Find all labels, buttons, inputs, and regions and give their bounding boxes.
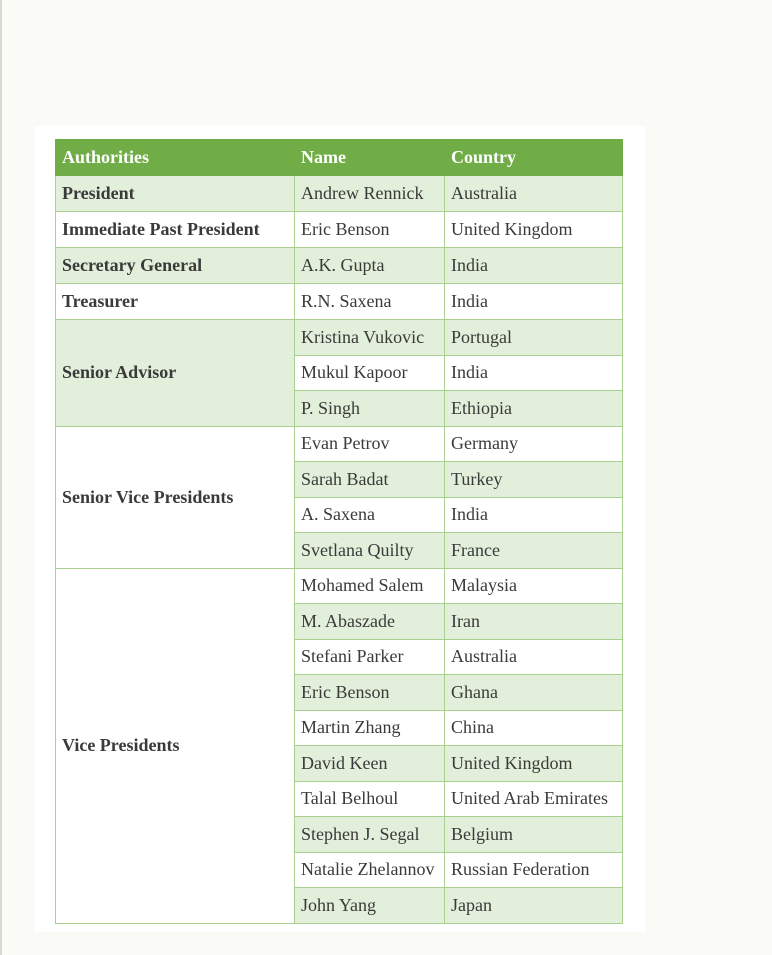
country-cell: Russian Federation xyxy=(445,852,623,888)
name-cell: Svetlana Quilty xyxy=(295,533,445,569)
name-cell: John Yang xyxy=(295,888,445,924)
country-cell: Australia xyxy=(445,639,623,675)
name-cell: Martin Zhang xyxy=(295,710,445,746)
name-cell: Evan Petrov xyxy=(295,426,445,462)
country-cell: China xyxy=(445,710,623,746)
country-cell: United Kingdom xyxy=(445,746,623,782)
country-cell: Ghana xyxy=(445,675,623,711)
role-cell-senior-vice-presidents: Senior Vice Presidents xyxy=(56,426,295,568)
name-cell: Sarah Badat xyxy=(295,462,445,498)
country-cell: Portugal xyxy=(445,320,623,356)
role-cell-senior-advisor: Senior Advisor xyxy=(56,320,295,427)
role-cell-vice-presidents: Vice Presidents xyxy=(56,568,295,923)
name-cell: Eric Benson xyxy=(295,212,445,248)
name-cell: Mohamed Salem xyxy=(295,568,445,604)
table-row xyxy=(56,212,623,248)
role-cell-treasurer: Treasurer xyxy=(56,284,295,320)
table-row xyxy=(56,568,623,604)
country-cell: India xyxy=(445,248,623,284)
country-cell: India xyxy=(445,284,623,320)
name-cell: Mukul Kapoor xyxy=(295,355,445,391)
role-cell-immediate-past-president: Immediate Past President xyxy=(56,212,295,248)
country-cell: United Kingdom xyxy=(445,212,623,248)
name-cell: Eric Benson xyxy=(295,675,445,711)
table-row xyxy=(56,426,623,462)
country-cell: India xyxy=(445,497,623,533)
role-cell-secretary-general: Secretary General xyxy=(56,248,295,284)
country-cell: Iran xyxy=(445,604,623,640)
country-cell: Australia xyxy=(445,176,623,212)
country-cell: Malaysia xyxy=(445,568,623,604)
country-cell: Belgium xyxy=(445,817,623,853)
name-cell: Talal Belhoul xyxy=(295,781,445,817)
page-left-edge xyxy=(0,0,2,955)
name-cell: A. Saxena xyxy=(295,497,445,533)
name-cell: R.N. Saxena xyxy=(295,284,445,320)
name-cell: Natalie Zhelannov xyxy=(295,852,445,888)
header-name: Name xyxy=(295,140,445,176)
table-header-row xyxy=(56,140,623,176)
country-cell: France xyxy=(445,533,623,569)
name-cell: M. Abaszade xyxy=(295,604,445,640)
role-cell-president: President xyxy=(56,176,295,212)
name-cell: Andrew Rennick xyxy=(295,176,445,212)
table-row xyxy=(56,176,623,212)
name-cell: P. Singh xyxy=(295,391,445,427)
country-cell: India xyxy=(445,355,623,391)
table-row xyxy=(56,284,623,320)
header-authorities: Authorities xyxy=(56,140,295,176)
country-cell: Japan xyxy=(445,888,623,924)
country-cell: United Arab Emirates xyxy=(445,781,623,817)
name-cell: A.K. Gupta xyxy=(295,248,445,284)
table-row xyxy=(56,248,623,284)
name-cell: David Keen xyxy=(295,746,445,782)
name-cell: Stephen J. Segal xyxy=(295,817,445,853)
country-cell: Turkey xyxy=(445,462,623,498)
header-country: Country xyxy=(445,140,623,176)
country-cell: Germany xyxy=(445,426,623,462)
name-cell: Kristina Vukovic xyxy=(295,320,445,356)
name-cell: Stefani Parker xyxy=(295,639,445,675)
authorities-table xyxy=(55,139,623,924)
table-row xyxy=(56,320,623,356)
country-cell: Ethiopia xyxy=(445,391,623,427)
